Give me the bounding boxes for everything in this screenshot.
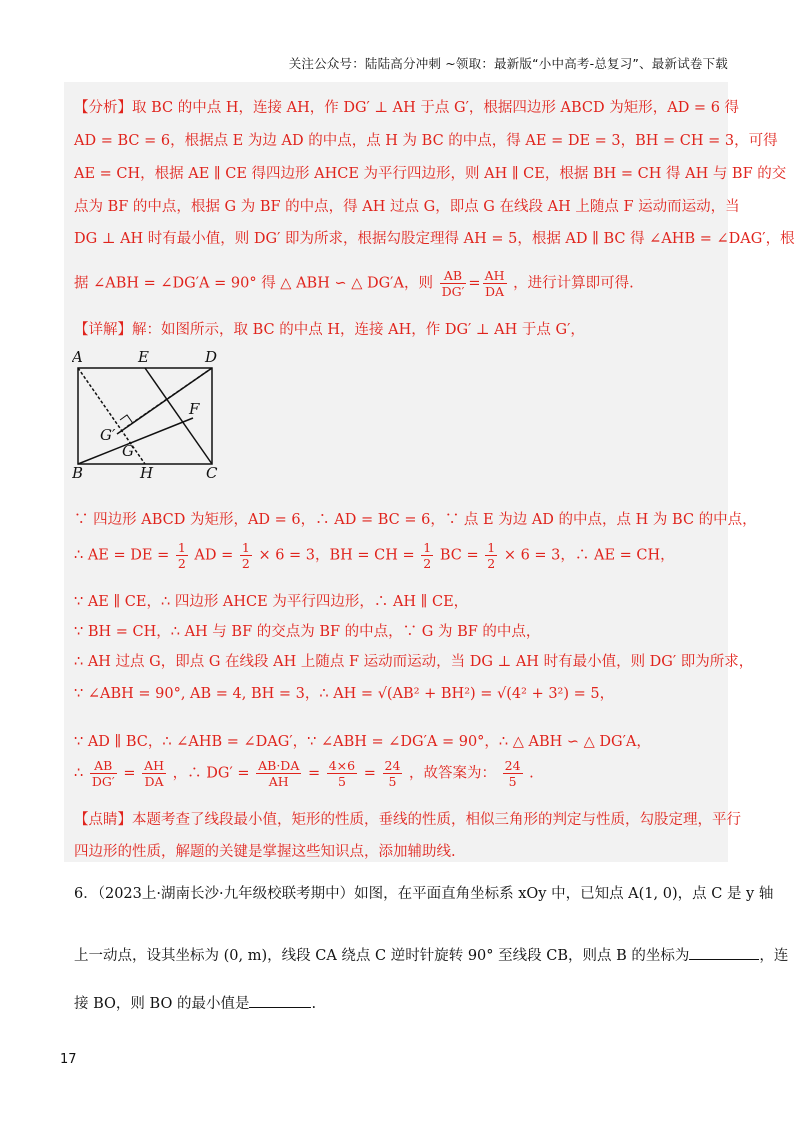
text: ∴ AE = DE = (74, 547, 170, 564)
detail-line-4: ∵ AE ∥ CE，∴ 四边形 AHCE 为平行四边形，∴ AH ∥ CE， (74, 594, 469, 610)
text: = (363, 765, 376, 782)
denominator: DG′ (441, 284, 465, 299)
text: ，∴ DG′ = (172, 765, 250, 782)
numerator: 24 (384, 758, 401, 773)
label-e: E (138, 348, 149, 366)
comment-line-1: 【点睛】本题考查了线段最小值，矩形的性质，垂线的性质，相似三角形的判定与性质，勾股定理，平行 (74, 812, 741, 828)
text: × 6 = 3，BH = CH = (258, 547, 415, 564)
numerator: AB (90, 758, 117, 774)
fraction-half (176, 540, 188, 571)
detail-line-1: 【详解】解：如图所示，取 BC 的中点 H，连接 AH，作 DG′ ⊥ AH 于点 G′， (74, 322, 585, 338)
numerator: AB (440, 268, 467, 284)
page-header: 关注公众号：陆陆高分冲刺 ~领取：最新版“小中高考-总复习”、最新试卷下载 (288, 56, 728, 71)
denominator: 5 (337, 774, 346, 789)
question-line-2 (74, 944, 788, 965)
numerator: AB·DA (258, 758, 300, 773)
denominator: AH (268, 774, 289, 789)
numerator: 1 (177, 540, 186, 555)
label-c: C (206, 464, 218, 478)
detail-line-9 (74, 758, 534, 789)
detail-line-5: ∵ BH = CH，∴ AH 与 BF 的交点为 BF 的中点，∵ G 为 BF 的中点， (74, 624, 541, 640)
analysis-line-3: AE = CH，根据 AE ∥ CE 得四边形 AHCE 为平行四边形，则 AH ∥ CE，根据 BH = CH 得 AH 与 BF 的交 (74, 166, 787, 182)
text: BC = (439, 547, 479, 564)
segment-bf (78, 418, 193, 464)
analysis-line-2: AD = BC = 6，根据点 E 为边 AD 的中点，点 H 为 BC 的中点，得 AE = DE = 3，BH = CH = 3，可得 (74, 133, 778, 149)
right-angle-mark (120, 415, 132, 422)
analysis-line-6-b: ，进行计算即可得. (513, 275, 634, 292)
detail-line-6: ∴ AH 过点 G，即点 G 在线段 AH 上随点 F 运动而运动，当 DG ⊥ AH 时有最小值，则 DG′ 即为所求， (74, 654, 754, 670)
label-d: D (205, 348, 218, 366)
analysis-line-4: 点为 BF 的中点，根据 G 为 BF 的中点，得 AH 过点 G，即点 G 在线段 AH 上随点 F 运动而运动，当 (74, 199, 740, 215)
analysis-line-6-a: 据 ∠ABH = ∠DG′A = 90° 得 △ ABH ∽ △ DG′A，则 (74, 275, 433, 292)
fraction (440, 268, 467, 299)
segment-ah (78, 368, 145, 464)
label-h: H (140, 464, 154, 478)
analysis-line-6: 据 ∠ABH = ∠DG′A = 90° 得 △ ABH ∽ △ DG′A，则 $\frac{AB}{DG'}$ = $\frac{AH}{DA}$ ，进行计算即可得. (74, 268, 634, 299)
denominator: DA (485, 284, 505, 299)
question-line-1: 6．（2023上·湖南长沙·九年级校联考期中）如图，在平面直角坐标系 xOy 中，已知点 A(1, 0)，点 C 是 y 轴 (74, 886, 774, 902)
denominator: 5 (508, 774, 517, 789)
comment-line-2: 四边形的性质，解题的关键是掌握这些知识点，添加辅助线. (74, 844, 456, 860)
numerator: 24 (504, 758, 521, 773)
segment-ec (145, 368, 212, 464)
detail-line-3 (74, 540, 675, 571)
text: × 6 = 3，∴ AE = CH， (503, 547, 675, 564)
fraction (483, 268, 507, 299)
detail-line-7: ∵ ∠ABH = 90°, AB = 4, BH = 3，∴ AH = √(AB² + BH²) = √(4² + 3²) = 5， (74, 686, 615, 702)
fraction-answer (503, 758, 523, 789)
numerator: 1 (241, 540, 250, 555)
fraction (383, 758, 403, 789)
detail-line-8: ∵ AD ∥ BC，∴ ∠AHB = ∠DAG′，∵ ∠ABH = ∠DG′A = 90°，∴ △ ABH ∽ △ DG′A， (74, 734, 651, 750)
text: 上一动点，设其坐标为 (0, m)，线段 CA 绕点 C 逆时针旋转 90° 至线段 CB，则点 B 的坐标为 (74, 948, 690, 964)
text: 接 BO，则 BO 的最小值是 (74, 996, 250, 1012)
answer-blank-1[interactable] (689, 947, 759, 960)
answer-blank-2[interactable] (249, 995, 311, 1008)
fraction-half (240, 540, 252, 571)
label-a: A (72, 348, 83, 366)
detail-line-2: ∵ 四边形 ABCD 为矩形，AD = 6，∴ AD = BC = 6，∵ 点 E 为边 AD 的中点，点 H 为 BC 的中点， (74, 512, 757, 528)
label-b: B (72, 464, 84, 478)
fraction-half (421, 540, 433, 571)
analysis-line-5: DG ⊥ AH 时有最小值，则 DG′ 即为所求，根据勾股定理得 AH = 5，根据 AD ∥ BC 得 ∠AHB = ∠DAG′，根 (74, 231, 795, 247)
fraction (142, 758, 166, 789)
text: . (311, 996, 317, 1012)
text: = (307, 765, 321, 782)
numerator: 1 (487, 540, 496, 555)
fraction-half (485, 540, 497, 571)
numerator: AH (144, 758, 165, 773)
denominator: DA (144, 774, 164, 789)
denominator: 2 (423, 556, 432, 571)
geometry-figure (72, 348, 232, 478)
text: AD = (194, 547, 234, 564)
page-number: 17 (60, 1052, 77, 1067)
label-f: F (189, 400, 200, 418)
text: = (123, 765, 136, 782)
numerator: 4×6 (328, 758, 356, 773)
text: ，连 (759, 948, 789, 964)
numerator: AH (484, 268, 505, 283)
question-line-3 (74, 992, 316, 1013)
text: ∴ (74, 765, 84, 782)
text: . (529, 765, 534, 782)
text: ，故答案为： (409, 765, 497, 782)
denominator: 2 (241, 556, 250, 571)
denominator: 2 (487, 556, 496, 571)
denominator: DG′ (91, 774, 115, 789)
fraction (90, 758, 117, 789)
denominator: 5 (388, 774, 397, 789)
denominator: 2 (177, 556, 186, 571)
fraction (327, 758, 357, 789)
analysis-line-1: 【分析】取 BC 的中点 H，连接 AH，作 DG′ ⊥ AH 于点 G′，根据四边形 ABCD 为矩形，AD = 6 得 (74, 100, 740, 116)
fraction (256, 758, 301, 789)
numerator: 1 (423, 540, 432, 555)
label-g: G (122, 442, 134, 460)
label-g-prime: G′ (100, 426, 116, 444)
